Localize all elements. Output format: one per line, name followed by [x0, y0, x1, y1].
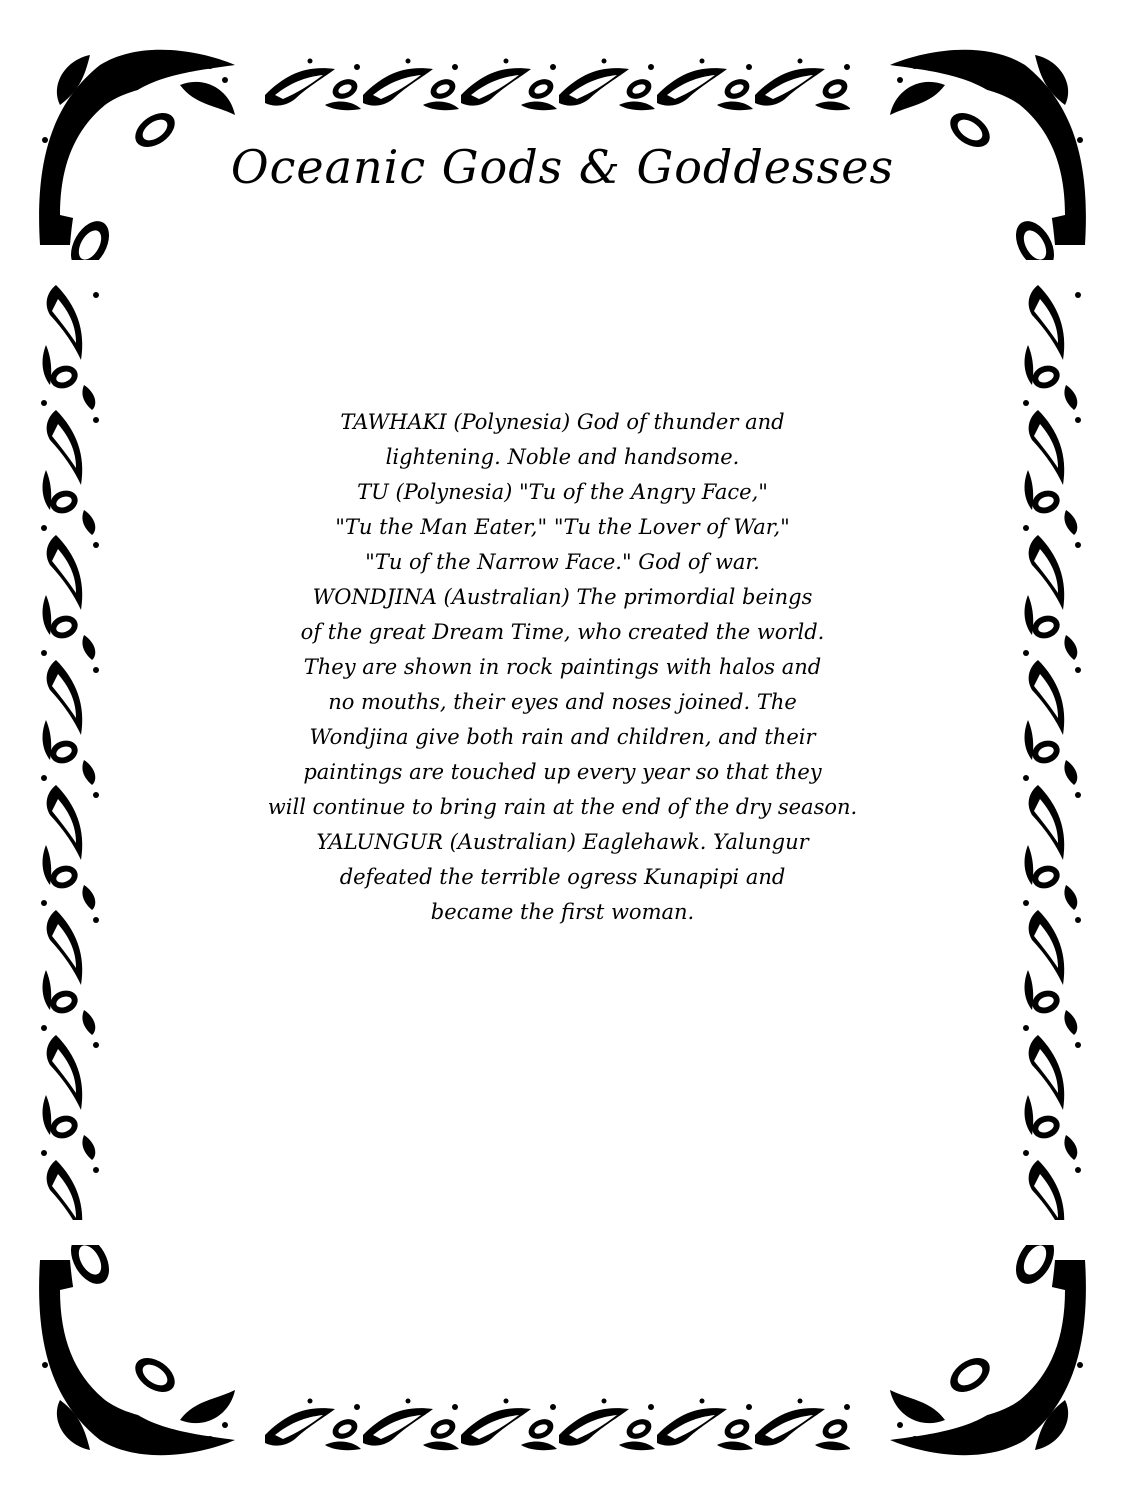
border-corner-bottom-left: [30, 1245, 245, 1460]
body-line: "Tu of the Narrow Face." God of war.: [365, 550, 760, 574]
border-corner-bottom-right: [880, 1245, 1095, 1460]
border-right-strip: [1018, 285, 1088, 1220]
oak-leaf-cluster-icon: [880, 1245, 1095, 1460]
border-bottom-strip: [265, 1395, 850, 1453]
oak-leaf-cluster-icon: [30, 1245, 245, 1460]
body-line: TU (Polynesia) "Tu of the Angry Face,": [357, 480, 768, 504]
body-line: of the great Dream Time, who created the world.: [300, 620, 825, 644]
body-line: defeated the terrible ogress Kunapipi and: [339, 865, 786, 889]
body-line: WONDJINA (Australian) The primordial beings: [312, 585, 813, 609]
body-line: lightening. Noble and handsome.: [385, 445, 740, 469]
body-text: [170, 405, 955, 930]
oak-leaf-vine-icon: [265, 1395, 850, 1453]
oak-leaf-vine-icon: [1018, 285, 1088, 1220]
body-line: became the first woman.: [430, 900, 695, 924]
body-line: "Tu the Man Eater," "Tu the Lover of War,": [335, 515, 790, 539]
body-line: Wondjina give both rain and children, and their: [309, 725, 816, 749]
oak-leaf-vine-icon: [265, 55, 850, 113]
body-line: no mouths, their eyes and noses joined. The: [328, 690, 797, 714]
body-line: YALUNGUR (Australian) Eaglehawk. Yalungur: [316, 830, 809, 854]
body-line: paintings are touched up every year so that they: [303, 760, 822, 784]
page-title: Oceanic Gods & Goddesses: [230, 140, 895, 194]
body-line: TAWHAKI (Polynesia) God of thunder and: [340, 410, 785, 434]
body-line: will continue to bring rain at the end of the dry season.: [267, 795, 858, 819]
border-left-strip: [36, 285, 106, 1220]
border-top-strip: [265, 55, 850, 113]
body-line: They are shown in rock paintings with halos and: [303, 655, 822, 679]
oak-leaf-vine-icon: [36, 285, 106, 1220]
